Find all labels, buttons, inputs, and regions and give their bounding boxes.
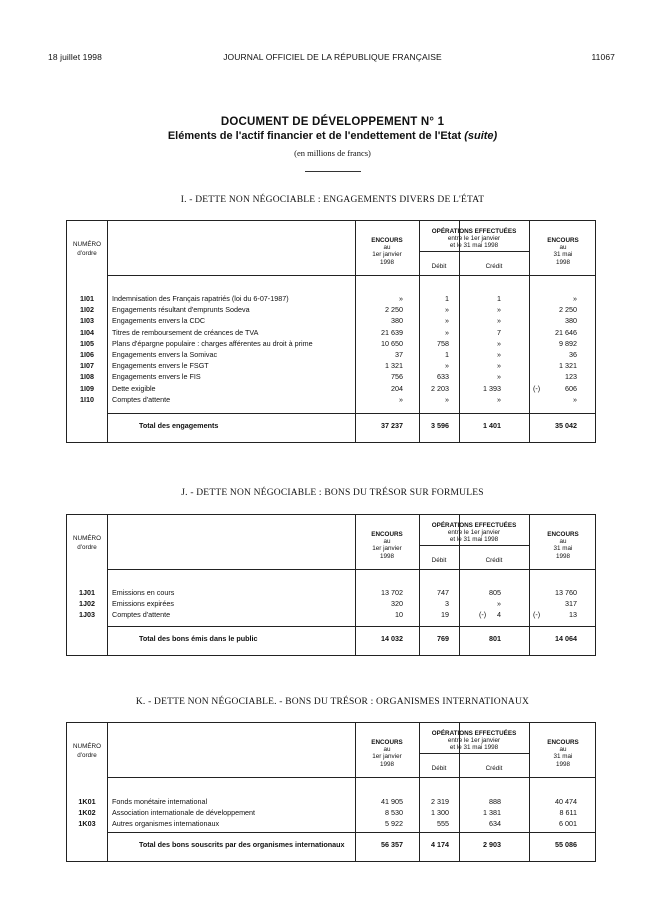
row-credit: 7 xyxy=(497,327,501,337)
header-operations-line: et le 31 mai 1998 xyxy=(449,744,499,752)
row-encours-end-negative-sign: (-) xyxy=(533,383,541,393)
row-code: 1I04 xyxy=(80,327,94,337)
header-encours-start-line: au xyxy=(383,746,391,754)
row-encours-start: 8 530 xyxy=(385,808,403,818)
header-encours-end-line: au xyxy=(559,244,567,252)
header-encours-start-line: ENCOURS xyxy=(371,531,403,538)
header-operations-line: entre le 1er janvier xyxy=(447,235,501,243)
section-table xyxy=(66,220,596,443)
total-encours-end: 35 042 xyxy=(555,421,577,430)
row-encours-end: 1 321 xyxy=(559,361,577,371)
header-ordre: d'ordre xyxy=(77,250,97,257)
header-encours-end-line: ENCOURS xyxy=(547,739,579,746)
total-label: Total des bons émis dans le public xyxy=(139,634,258,643)
row-code: 1K02 xyxy=(78,808,96,818)
row-encours-end: 13 760 xyxy=(555,588,577,597)
total-label: Total des bons souscrits par des organismes internationaux xyxy=(139,840,345,849)
total-encours-end: 55 086 xyxy=(555,840,577,849)
header-encours-start-line: 1998 xyxy=(379,552,394,560)
total-encours-end: 14 064 xyxy=(555,634,577,643)
header-credit: Crédit xyxy=(485,263,503,270)
row-debit: 758 xyxy=(437,338,449,348)
row-encours-start: 10 650 xyxy=(381,338,403,348)
row-debit: 1 300 xyxy=(431,808,449,818)
col-divider xyxy=(107,515,108,655)
row-encours-end: 40 474 xyxy=(555,797,577,806)
row-debit: » xyxy=(445,316,449,326)
row-encours-start: 10 xyxy=(395,610,403,620)
row-credit: 1 381 xyxy=(483,808,501,818)
document-subtitle xyxy=(0,130,665,142)
row-encours-start: 37 xyxy=(395,350,403,359)
header-encours-end xyxy=(529,531,597,560)
header-encours-end-line: 1998 xyxy=(555,552,570,560)
header-operations-line: OPÉRATIONS EFFECTUÉES xyxy=(431,228,517,235)
col-divider xyxy=(107,723,108,861)
header-debit: Débit xyxy=(431,765,447,772)
header-encours-start-line: ENCOURS xyxy=(371,237,403,244)
row-credit: » xyxy=(497,338,501,348)
header-operations-line: et le 31 mai 1998 xyxy=(449,242,499,250)
row-debit: 747 xyxy=(437,588,449,597)
row-code: 1J02 xyxy=(79,599,95,609)
row-debit: 633 xyxy=(437,372,449,382)
total-rule xyxy=(107,832,595,833)
row-encours-end: 8 611 xyxy=(559,808,577,818)
row-encours-start: 21 639 xyxy=(381,327,403,337)
row-credit-negative-sign: (-) xyxy=(479,610,487,620)
row-label: Dette exigible xyxy=(112,383,156,393)
header-credit: Crédit xyxy=(485,557,503,564)
header-operations-line: entre le 1er janvier xyxy=(447,529,501,537)
header-page-number: 11067 xyxy=(591,52,615,62)
row-credit: » xyxy=(497,305,501,315)
row-label: Engagements résultant d'emprunts Sodeva xyxy=(112,305,250,315)
row-encours-end: 6 001 xyxy=(559,819,577,829)
header-encours-end xyxy=(529,237,597,266)
row-credit: 4 xyxy=(497,610,501,620)
header-encours-start-line: 1er janvier xyxy=(372,545,402,553)
row-encours-end: 606 xyxy=(565,383,577,393)
header-operations-line: OPÉRATIONS EFFECTUÉES xyxy=(431,522,517,529)
header-ordre: d'ordre xyxy=(77,544,97,551)
header-rule xyxy=(107,275,595,276)
row-encours-end: 123 xyxy=(565,372,577,382)
title-rule xyxy=(305,171,361,172)
row-encours-end: 380 xyxy=(565,316,577,326)
row-encours-start: 204 xyxy=(391,383,403,393)
row-encours-start: 2 250 xyxy=(385,305,403,315)
total-rule xyxy=(107,413,595,414)
row-encours-end: 2 250 xyxy=(559,305,577,315)
total-encours-start: 37 237 xyxy=(381,421,403,430)
row-code: 1K03 xyxy=(78,819,96,829)
row-code: 1J03 xyxy=(79,610,95,620)
header-encours-start-line: 1er janvier xyxy=(372,251,402,259)
row-code: 1I02 xyxy=(80,305,94,315)
row-label: Engagements envers la Somivac xyxy=(112,350,218,359)
header-encours-end-line: 1998 xyxy=(555,760,570,768)
total-debit: 3 596 xyxy=(431,421,449,430)
header-encours-start-line: au xyxy=(383,538,391,546)
row-debit: 3 xyxy=(445,599,449,609)
header-operations xyxy=(419,522,529,544)
row-encours-end: 36 xyxy=(569,350,577,359)
row-encours-end: » xyxy=(573,294,577,303)
header-rule xyxy=(107,569,595,570)
header-encours-start xyxy=(355,531,419,560)
header-encours-start-line: ENCOURS xyxy=(371,739,403,746)
row-credit: 1 xyxy=(497,294,501,303)
total-credit: 2 903 xyxy=(483,840,501,849)
header-date: 18 juillet 1998 xyxy=(48,52,102,62)
row-encours-end: 21 646 xyxy=(555,327,577,337)
row-encours-start: » xyxy=(399,294,403,303)
row-code: 1K01 xyxy=(78,797,96,806)
row-label: Engagements envers le FIS xyxy=(112,372,201,382)
header-operations xyxy=(419,228,529,250)
row-debit: » xyxy=(445,361,449,371)
header-encours-start-line: 1er janvier xyxy=(372,753,402,761)
row-code: 1I06 xyxy=(80,350,94,359)
operations-rule xyxy=(419,251,529,252)
row-encours-start: 41 905 xyxy=(381,797,403,806)
row-debit: 19 xyxy=(441,610,449,620)
operations-rule xyxy=(419,753,529,754)
header-encours-start xyxy=(355,237,419,266)
row-label: Association internationale de développement xyxy=(112,808,256,818)
row-credit: » xyxy=(497,350,501,359)
total-debit: 4 174 xyxy=(431,840,449,849)
row-encours-start: 320 xyxy=(391,599,403,609)
header-encours-end xyxy=(529,739,597,768)
row-credit: 1 393 xyxy=(483,383,501,393)
row-label: Engagements envers la CDC xyxy=(112,316,206,326)
row-credit: 634 xyxy=(489,819,501,829)
col-divider xyxy=(107,221,108,442)
section-title: J. - DETTE NON NÉGOCIABLE : BONS DU TRÉSOR SUR FORMULES xyxy=(181,488,484,498)
header-operations xyxy=(419,730,529,752)
row-code: 1J01 xyxy=(79,588,95,597)
row-encours-start: 5 922 xyxy=(385,819,403,829)
row-encours-start: 380 xyxy=(391,316,403,326)
header-encours-start-line: 1998 xyxy=(379,760,394,768)
header-encours-end-line: 31 mai xyxy=(553,251,573,259)
header-numero: NUMÉRO xyxy=(73,535,101,542)
header-debit: Débit xyxy=(431,263,447,270)
row-encours-start: 756 xyxy=(391,372,403,382)
header-encours-start-line: 1998 xyxy=(379,258,394,266)
row-label: Indemnisation des Français rapatriés (loi du 6-07-1987) xyxy=(112,294,289,303)
row-label: Emissions en cours xyxy=(112,588,175,597)
header-encours-end-line: 31 mai xyxy=(553,753,573,761)
total-rule xyxy=(107,626,595,627)
header-operations-line: et le 31 mai 1998 xyxy=(449,536,499,544)
row-encours-end: 9 892 xyxy=(559,338,577,348)
header-encours-end-line: au xyxy=(559,746,567,754)
header-encours-end-line: 1998 xyxy=(555,258,570,266)
header-encours-start xyxy=(355,739,419,768)
row-code: 1I07 xyxy=(80,361,94,371)
row-debit: » xyxy=(445,327,449,337)
row-code: 1I09 xyxy=(80,383,94,393)
row-debit: 1 xyxy=(445,294,449,303)
row-label: Plans d'épargne populaire : charges afférentes au droit à prime xyxy=(112,338,313,348)
header-debit: Débit xyxy=(431,557,447,564)
header-credit: Crédit xyxy=(485,765,503,772)
header-journal-title: JOURNAL OFFICIEL DE LA RÉPUBLIQUE FRANÇAISE xyxy=(223,52,442,62)
row-credit: 805 xyxy=(489,588,501,597)
row-label: Autres organismes internationaux xyxy=(112,819,220,829)
header-operations-line: OPÉRATIONS EFFECTUÉES xyxy=(431,730,517,737)
row-credit: » xyxy=(497,394,501,404)
row-code: 1I08 xyxy=(80,372,94,382)
header-encours-end-line: au xyxy=(559,538,567,546)
row-credit: 888 xyxy=(489,797,501,806)
row-debit: 555 xyxy=(437,819,449,829)
header-ordre: d'ordre xyxy=(77,752,97,759)
total-encours-start: 14 032 xyxy=(381,634,403,643)
row-label: Fonds monétaire international xyxy=(112,797,208,806)
document-subtitle-text: Eléments de l'actif financier et de l'endettement de l'Etat xyxy=(167,130,462,142)
row-encours-end: » xyxy=(573,394,577,404)
operations-rule xyxy=(419,545,529,546)
total-debit: 769 xyxy=(437,634,449,643)
row-debit: 2 203 xyxy=(431,383,449,393)
row-debit: 2 319 xyxy=(431,797,449,806)
row-label: Emissions expirées xyxy=(112,599,174,609)
document-title: DOCUMENT DE DÉVELOPPEMENT N° 1 xyxy=(220,116,445,128)
header-operations-line: entre le 1er janvier xyxy=(447,737,501,745)
row-encours-start: 13 702 xyxy=(381,588,403,597)
row-encours-start: » xyxy=(399,394,403,404)
row-encours-end: 317 xyxy=(565,599,577,609)
row-credit: » xyxy=(497,316,501,326)
row-code: 1I01 xyxy=(80,294,94,303)
header-numero: NUMÉRO xyxy=(73,743,101,750)
section-title: K. - DETTE NON NÉGOCIABLE. - BONS DU TRÉSOR : ORGANISMES INTERNATIONAUX xyxy=(135,697,530,707)
row-encours-end: 13 xyxy=(569,610,577,620)
total-credit: 1 401 xyxy=(483,421,501,430)
row-code: 1I10 xyxy=(80,394,94,404)
row-credit: » xyxy=(497,599,501,609)
header-numero: NUMÉRO xyxy=(73,241,101,248)
row-code: 1I03 xyxy=(80,316,94,326)
row-label: Titres de remboursement de créances de TVA xyxy=(112,327,259,337)
row-encours-end-negative-sign: (-) xyxy=(533,610,541,620)
section-title: I. - DETTE NON NÉGOCIABLE : ENGAGEMENTS DIVERS DE L'ÉTAT xyxy=(180,195,485,205)
row-debit: 1 xyxy=(445,350,449,359)
row-credit: » xyxy=(497,372,501,382)
document-units: (en millions de francs) xyxy=(294,148,371,158)
row-credit: » xyxy=(497,361,501,371)
row-label: Comptes d'attente xyxy=(112,394,171,404)
header-encours-end-line: ENCOURS xyxy=(547,237,579,244)
document-subtitle-suffix: (suite) xyxy=(464,130,498,142)
header-encours-start-line: au xyxy=(383,244,391,252)
header-encours-end-line: ENCOURS xyxy=(547,531,579,538)
row-debit: » xyxy=(445,305,449,315)
section-table xyxy=(66,722,596,862)
row-label: Engagements envers le FSGT xyxy=(112,361,209,371)
total-label: Total des engagements xyxy=(139,421,219,430)
header-rule xyxy=(107,777,595,778)
row-encours-start: 1 321 xyxy=(385,361,403,371)
header-encours-end-line: 31 mai xyxy=(553,545,573,553)
total-encours-start: 56 357 xyxy=(381,840,403,849)
row-debit: » xyxy=(445,394,449,404)
row-label: Comptes d'attente xyxy=(112,610,171,620)
section-table xyxy=(66,514,596,656)
row-code: 1I05 xyxy=(80,338,94,348)
total-credit: 801 xyxy=(489,634,501,643)
